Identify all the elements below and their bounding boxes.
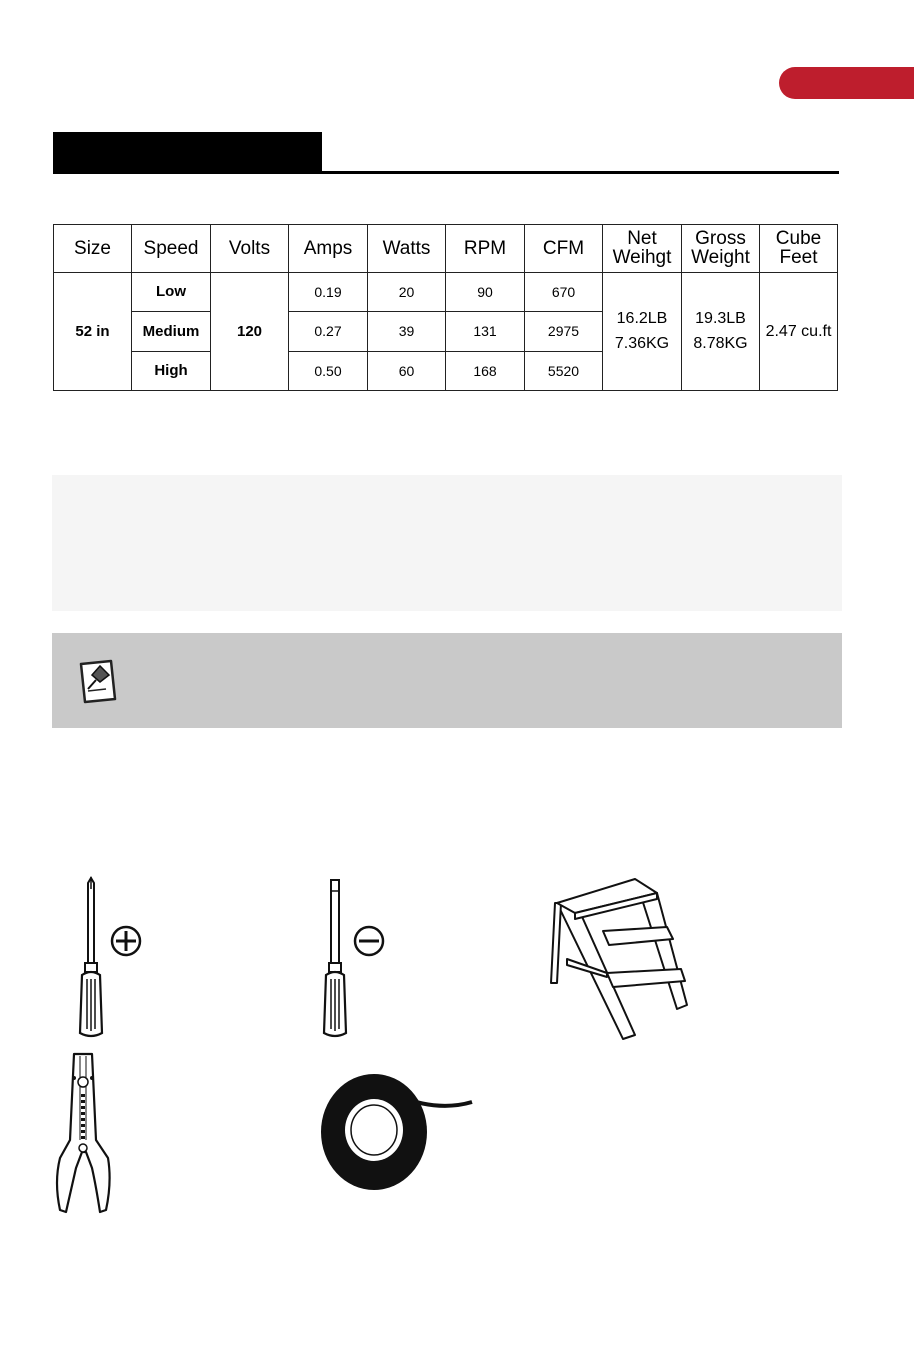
header-volts: Volts bbox=[211, 225, 289, 273]
watts-cell: 39 bbox=[368, 312, 446, 351]
header-speed: Speed bbox=[132, 225, 211, 273]
tip-box bbox=[52, 633, 842, 728]
header-net-weight-line2: Weihgt bbox=[612, 247, 672, 269]
watts-cell: 60 bbox=[368, 351, 446, 391]
net-weight-lb: 16.2LB bbox=[616, 310, 668, 328]
header-cube-feet-line2: Feet bbox=[779, 247, 818, 269]
header-watts: Watts bbox=[368, 225, 446, 273]
cube-feet-unit: cu.ft bbox=[801, 322, 832, 340]
header-amps: Amps bbox=[289, 225, 368, 273]
phillips-screwdriver-icon bbox=[70, 875, 146, 1040]
table-row bbox=[54, 272, 838, 311]
watts-cell: 20 bbox=[368, 272, 446, 311]
amps-cell: 0.27 bbox=[289, 312, 368, 351]
rpm-cell: 131 bbox=[446, 312, 525, 351]
net-weight-cell bbox=[603, 272, 682, 390]
speed-cell: High bbox=[132, 351, 211, 391]
flathead-screwdriver-icon bbox=[314, 875, 390, 1040]
volts-cell: 120 bbox=[211, 272, 289, 390]
speed-cell: Low bbox=[132, 272, 211, 311]
speed-cell: Medium bbox=[132, 312, 211, 351]
header-cube-feet-line1: Cube bbox=[775, 228, 822, 250]
section-heading-bar bbox=[53, 132, 322, 172]
header-gross-weight-line2: Weight bbox=[691, 247, 750, 269]
cfm-cell: 2975 bbox=[525, 312, 603, 351]
header-net-weight-line1: Net bbox=[627, 228, 657, 250]
header-gross-weight bbox=[682, 225, 760, 273]
electrical-tape-icon bbox=[318, 1070, 478, 1194]
rpm-cell: 168 bbox=[446, 351, 525, 391]
amps-cell: 0.19 bbox=[289, 272, 368, 311]
red-tab-marker bbox=[779, 67, 914, 99]
amps-cell: 0.50 bbox=[289, 351, 368, 391]
specifications-table bbox=[53, 224, 838, 391]
rpm-cell: 90 bbox=[446, 272, 525, 311]
header-rpm: RPM bbox=[446, 225, 525, 273]
net-weight-kg: 7.36KG bbox=[614, 335, 670, 353]
header-size: Size bbox=[54, 225, 132, 273]
pinned-note-icon bbox=[78, 658, 120, 704]
gross-weight-lb: 19.3LB bbox=[695, 310, 746, 328]
size-cell: 52 in bbox=[54, 272, 132, 390]
header-cube-feet bbox=[760, 225, 838, 273]
cube-feet-value: 2.47 bbox=[765, 322, 797, 340]
header-gross-weight-line1: Gross bbox=[695, 228, 746, 250]
gross-weight-kg: 8.78KG bbox=[693, 335, 748, 353]
notice-box bbox=[52, 475, 842, 611]
table-header-row bbox=[54, 225, 838, 273]
header-cfm: CFM bbox=[525, 225, 603, 273]
section-rule bbox=[53, 171, 839, 174]
gross-weight-cell bbox=[682, 272, 760, 390]
wire-stripper-icon bbox=[52, 1050, 118, 1220]
cube-feet-cell bbox=[760, 272, 838, 390]
step-ladder-icon bbox=[545, 873, 695, 1045]
cfm-cell: 5520 bbox=[525, 351, 603, 391]
cfm-cell: 670 bbox=[525, 272, 603, 311]
header-net-weight bbox=[603, 225, 682, 273]
